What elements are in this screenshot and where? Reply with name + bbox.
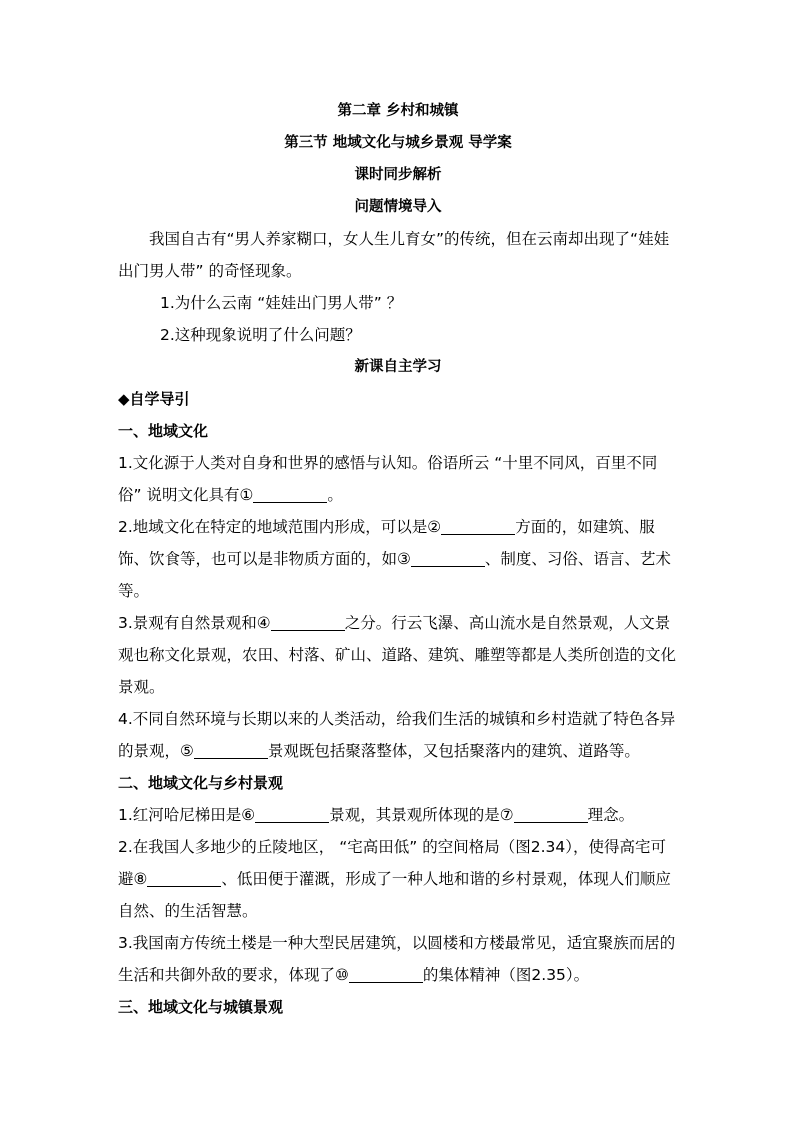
self-study-guide: ◆自学导引 — [118, 390, 190, 408]
intro-question-2: 2.这种现象说明了什么问题？ — [160, 326, 361, 344]
s2-item-3: 3.我国南方传统土楼是一种大型民居建筑，以圆楼和方楼最常见，适宜聚族而居的生活和共御外敌的要求，体现了⑩ 的集体精神（图2.35）。 — [118, 934, 676, 984]
section-3-heading: 三、地域文化与城镇景观 — [118, 998, 284, 1016]
answer-blank-1[interactable] — [253, 486, 327, 503]
answer-blank-3[interactable] — [411, 550, 485, 567]
new-lesson-heading: 新课自主学习 — [354, 359, 442, 375]
s1-item-1: 1.文化源于人类对自身和世界的感悟与认知。俗语所云 “十里不同风，百里不同俗” 说明文化具有① 。 — [118, 454, 658, 504]
s1-item-2: 2.地域文化在特定的地域范围内形成，可以是② 方面的，如建筑、服饰、饮食等，也可以是非物质方面的，如③ 、制度、习俗、语言、艺术等。 — [118, 518, 671, 600]
answer-blank-5[interactable] — [194, 742, 268, 759]
intro-paragraph: 我国自古有“男人养家糊口，女人生儿育女”的传统，但在云南却出现了“娃娃出门男人带” 的奇怪现象。 — [118, 230, 670, 280]
answer-blank-6[interactable] — [255, 806, 329, 823]
intro-question-1: 1.为什么云南 “娃娃出门男人带” ？ — [160, 294, 403, 312]
s2-item-1: 1.红河哈尼梯田是⑥ 景观，其景观所体现的是⑦ 理念。 — [118, 806, 635, 824]
subtitle-analysis: 课时同步解析 — [354, 167, 442, 183]
document-page — [118, 95, 678, 1023]
answer-blank-8[interactable] — [147, 870, 221, 887]
answer-blank-7[interactable] — [514, 806, 588, 823]
s2-item-2: 2.在我国人多地少的丘陵地区， “宅高田低” 的空间格局（图2.34），使得高宅可避⑧ 、低田便于灌溉，形成了一种人地和谐的乡村景观，体现人们顺应自然、的生活智慧。 — [118, 838, 671, 920]
answer-blank-10[interactable] — [349, 966, 423, 983]
section-1-heading: 一、地域文化 — [118, 422, 209, 440]
s1-item-4: 4.不同自然环境与长期以来的人类活动，给我们生活的城镇和乡村造就了特色各异的景观，⑤ 景观既包括聚落整体，又包括聚落内的建筑、道路等。 — [118, 710, 676, 760]
answer-blank-4[interactable] — [271, 614, 345, 631]
chapter-title: 第二章 乡村和城镇 — [337, 103, 459, 119]
section-title: 第三节 地域文化与城乡景观 导学案 — [284, 135, 512, 151]
answer-blank-2[interactable] — [441, 518, 515, 535]
s1-item-3: 3.景观有自然景观和④ 之分。行云飞瀑、高山流水是自然景观，人文景观也称文化景观，农田、村落、矿山、道路、建筑、雕塑等都是人类所创造的文化景观。 — [118, 614, 677, 696]
subtitle-intro: 问题情境导入 — [354, 199, 442, 215]
section-2-heading: 二、地域文化与乡村景观 — [118, 774, 284, 792]
